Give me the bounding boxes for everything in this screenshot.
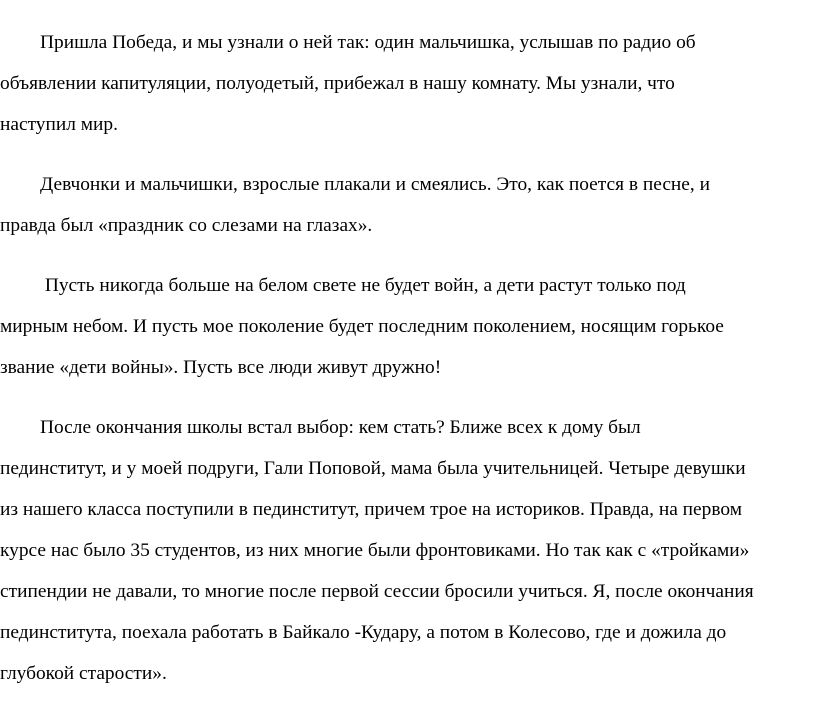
text-line: Девчонки и мальчишки, взрослые плакали и смеялись. Это, как поется в песне, и [40,174,710,195]
text-line: Пусть никогда больше на белом свете не будет войн, а дети растут только под [40,275,686,296]
text-line: звание «дети войны». Пусть все люди живут дружно! [0,357,442,378]
text-line: глубокой старости». [0,663,167,684]
text-line: курсе нас было 35 студентов, из них многие были фронтовиками. Но так как с «тройками» [0,540,750,561]
paragraph-institute [0,407,816,694]
text-line: мирным небом. И пусть мое поколение будет последним поколением, носящим горькое [0,316,724,337]
text-line: наступил мир. [0,114,118,135]
paragraph-tears [0,164,816,246]
text-line: объявлении капитуляции, полуодетый, прибежал в нашу комнату. Мы узнали, что [0,73,675,94]
text-line: пединститута, поехала работать в Байкало -Кудару, а потом в Колесово, где и дожила до [0,622,727,643]
text-line: из нашего класса поступили в пединститут, причем трое на историков. Правда, на первом [0,499,742,520]
text-line: Пришла Победа, и мы узнали о ней так: один мальчишка, услышав по радио об [40,32,696,53]
text-line: правда был «праздник со слезами на глазах». [0,215,373,236]
paragraph-peace [0,265,816,388]
text-line: пединститут, и у моей подруги, Гали Поповой, мама была учительницей. Четыре девушки [0,458,746,479]
text-line: стипендии не давали, то многие после первой сессии бросили учиться. Я, после окончания [0,581,754,602]
text-line: После окончания школы встал выбор: кем стать? Ближе всех к дому был [40,417,641,438]
paragraph-victory [0,22,816,145]
